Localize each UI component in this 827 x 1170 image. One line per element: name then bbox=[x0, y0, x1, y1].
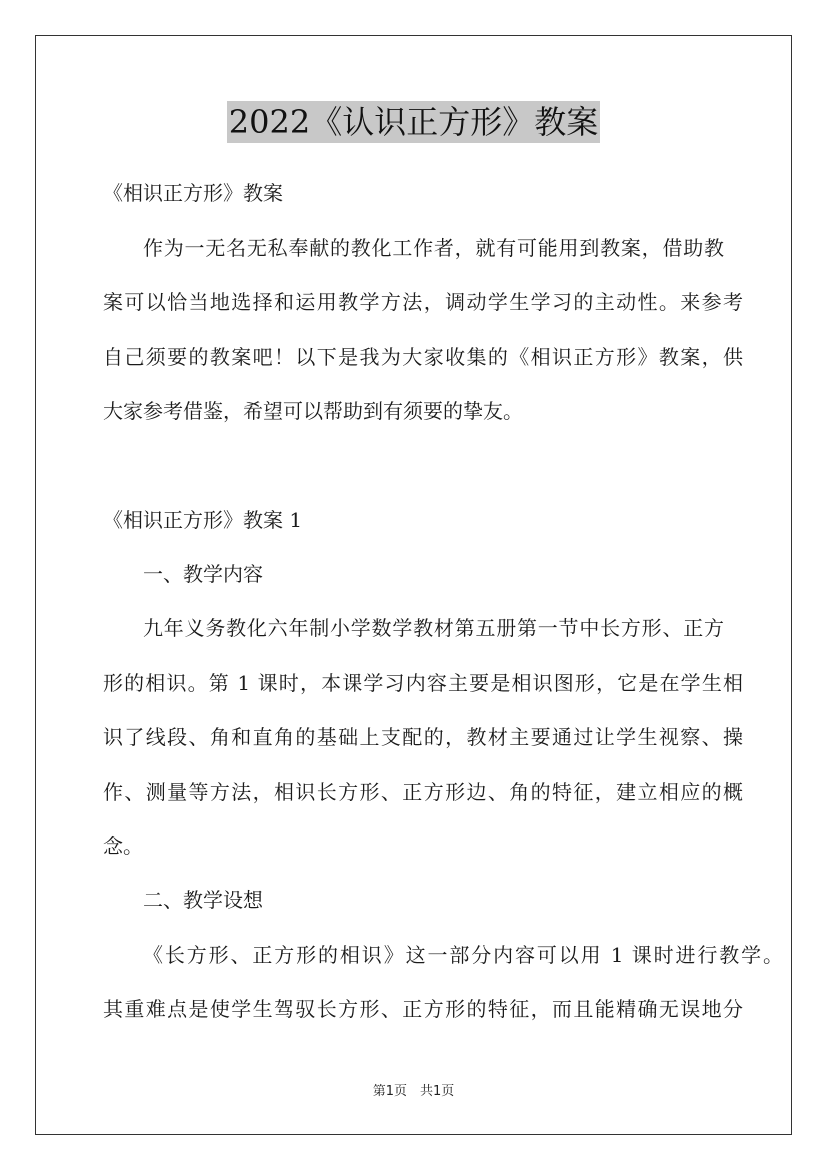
paragraph-line: 识了线段、角和直角的基础上支配的，教材主要通过让学生视察、操 bbox=[103, 725, 743, 749]
paragraph-line: 自己须要的教案吧！以下是我为大家收集的《相识正方形》教案，供 bbox=[103, 345, 743, 369]
document-title: 2022《认识正方形》教案 bbox=[228, 103, 599, 141]
paragraph-line: 大家参考借鉴，希望可以帮助到有须要的挚友。 bbox=[103, 399, 523, 423]
page-footer: 第1页 共1页 bbox=[372, 1084, 455, 1099]
paragraph-line: 念。 bbox=[103, 834, 143, 858]
paragraph-line: 其重难点是使学生驾驭长方形、正方形的特征，而且能精确无误地分 bbox=[103, 997, 743, 1021]
section-heading: 《相识正方形》教案 1 bbox=[103, 508, 303, 532]
paragraph-line: 作为一无名无私奉献的教化工作者，就有可能用到教案，借助教 bbox=[143, 236, 724, 260]
subsection-heading: 一、教学内容 bbox=[143, 562, 263, 586]
paragraph-line: 九年义务教化六年制小学数学教材第五册第一节中长方形、正方 bbox=[143, 616, 724, 640]
paragraph-line: 形的相识。第 1 课时，本课学习内容主要是相识图形，它是在学生相 bbox=[103, 671, 743, 695]
subtitle: 《相识正方形》教案 bbox=[103, 181, 283, 205]
paragraph-line: 《长方形、正方形的相识》这一部分内容可以用 1 课时进行教学。 bbox=[143, 943, 783, 967]
title-container bbox=[0, 101, 827, 143]
paragraph-line: 作、测量等方法，相识长方形、正方形边、角的特征，建立相应的概 bbox=[103, 780, 743, 804]
paragraph-line: 案可以恰当地选择和运用教学方法，调动学生学习的主动性。来参考 bbox=[103, 290, 743, 314]
subsection-heading: 二、教学设想 bbox=[143, 888, 263, 912]
